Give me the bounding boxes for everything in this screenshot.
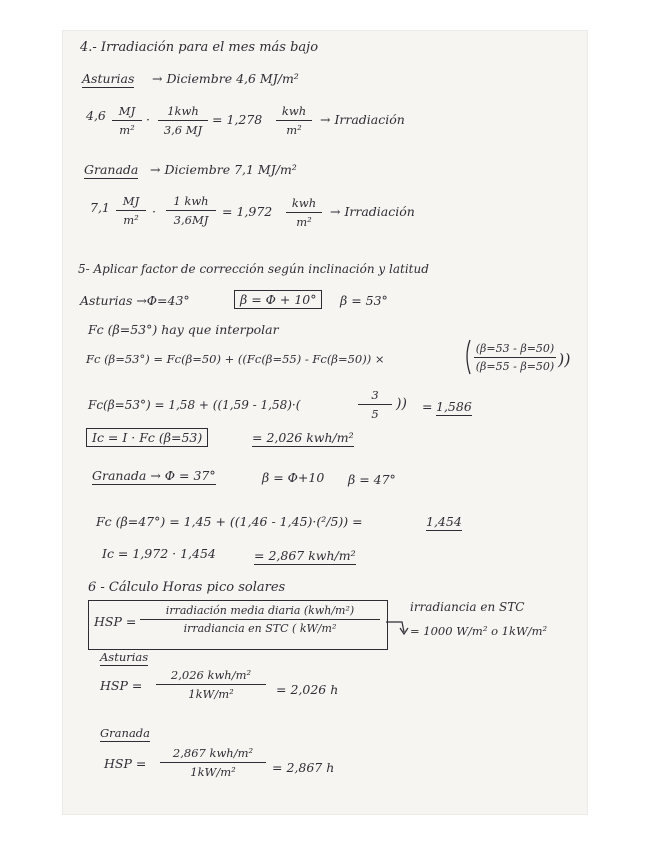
fc-calculation: Fc(β=53°) = 1,58 + ((1,59 - 1,58)·( — [88, 398, 301, 412]
granada-result: = 1,972 — [222, 204, 273, 219]
asturias-result: = 1,278 — [212, 112, 263, 127]
granada-fraction-mj: MJ m² — [116, 194, 146, 227]
hsp-fraction: irradiación media diaria (kwh/m²) irradiancia en STC ( kW/m² — [140, 604, 380, 635]
ic-asturias-result: = 2,026 kwh/m² — [252, 430, 354, 445]
fc-equals: = — [422, 399, 433, 414]
granada-hsp-label: Granada — [100, 726, 151, 740]
granada-fraction-unit: kwh m² — [286, 196, 322, 229]
interpolation-note: Fc (β=53°) hay que interpolar — [88, 322, 279, 337]
asturias-beta: β = 53° — [340, 293, 388, 308]
granada-irradiation-tail: → Irradiación — [330, 204, 415, 219]
granada-fraction-kwh: 1 kwh 3,6MJ — [166, 194, 216, 227]
fc-result: 1,586 — [436, 399, 472, 414]
asturias-label: Asturias — [82, 71, 135, 86]
ic-formula-box: Ic = I · Fc (β=53) — [86, 428, 208, 447]
multiply-dot: · — [146, 112, 150, 127]
asturias-irradiation-tail: → Irradiación — [320, 112, 405, 127]
asturias-hsp-label: Asturias — [100, 650, 149, 664]
left-paren-stroke — [467, 340, 470, 374]
granada-beta: β = 47° — [348, 472, 396, 487]
asturias-december-value: → Diciembre 4,6 MJ/m² — [152, 71, 299, 86]
asturias-mj-value: 4,6 — [86, 108, 106, 123]
granada-latitude-label: Granada → Φ = 37° — [92, 468, 216, 483]
fc-fraction: 3 5 — [358, 388, 392, 421]
section-6-title: 6 - Cálculo Horas pico solares — [88, 580, 286, 595]
granada-hsp-result: = 2,867 h — [272, 760, 335, 775]
section-4-title: 4.- Irradiación para el mes más bajo — [80, 40, 319, 55]
asturias-fraction-unit: kwh m² — [276, 104, 312, 137]
granada-fc-calculation: Fc (β=47°) = 1,45 + ((1,46 - 1,45)·(²/5)) = — [96, 514, 363, 529]
asturias-hsp-fraction: 2,026 kwh/m² 1kW/m² — [156, 668, 266, 701]
asturias-hsp-text: HSP = — [100, 678, 143, 693]
granada-december-value: → Diciembre 7,1 MJ/m² — [150, 162, 297, 177]
interpolation-close: )) — [558, 350, 571, 369]
granada-hsp-fraction: 2,867 kwh/m² 1kW/m² — [160, 746, 266, 779]
granada-mj-value: 7,1 — [90, 200, 110, 215]
interpolation-fraction: (β=53 - β=50) (β=55 - β=50) — [475, 342, 555, 373]
granada-ic-result: = 2,867 kwh/m² — [254, 548, 356, 563]
interpolation-formula: Fc (β=53°) = Fc(β=50) + ((Fc(β=55) - Fc(β=50)) × — [86, 352, 385, 366]
granada-ic-calculation: Ic = 1,972 · 1,454 — [102, 546, 216, 561]
granada-hsp-text: HSP = — [104, 756, 147, 771]
stc-value: = 1000 W/m² o 1kW/m² — [410, 624, 548, 638]
stc-label: irradiancia en STC — [410, 600, 525, 614]
section-5-title: 5- Aplicar factor de corrección según inclinación y latitud — [78, 262, 429, 276]
asturias-hsp-result: = 2,026 h — [276, 682, 339, 697]
asturias-fraction-kwh: 1kwh 3,6 MJ — [158, 104, 208, 137]
granada-beta-formula: β = Φ+10 — [262, 470, 325, 485]
beta-formula-box: β = Φ + 10° — [234, 290, 322, 309]
asturias-latitude: Asturias →Φ=43° — [80, 293, 190, 308]
multiply-dot: · — [152, 204, 156, 219]
asturias-fraction-mj: MJ m² — [112, 104, 142, 137]
granada-fc-result: 1,454 — [426, 514, 462, 529]
granada-label: Granada — [84, 162, 139, 177]
hsp-label: HSP = — [94, 614, 137, 629]
fc-close: )) — [396, 396, 407, 412]
